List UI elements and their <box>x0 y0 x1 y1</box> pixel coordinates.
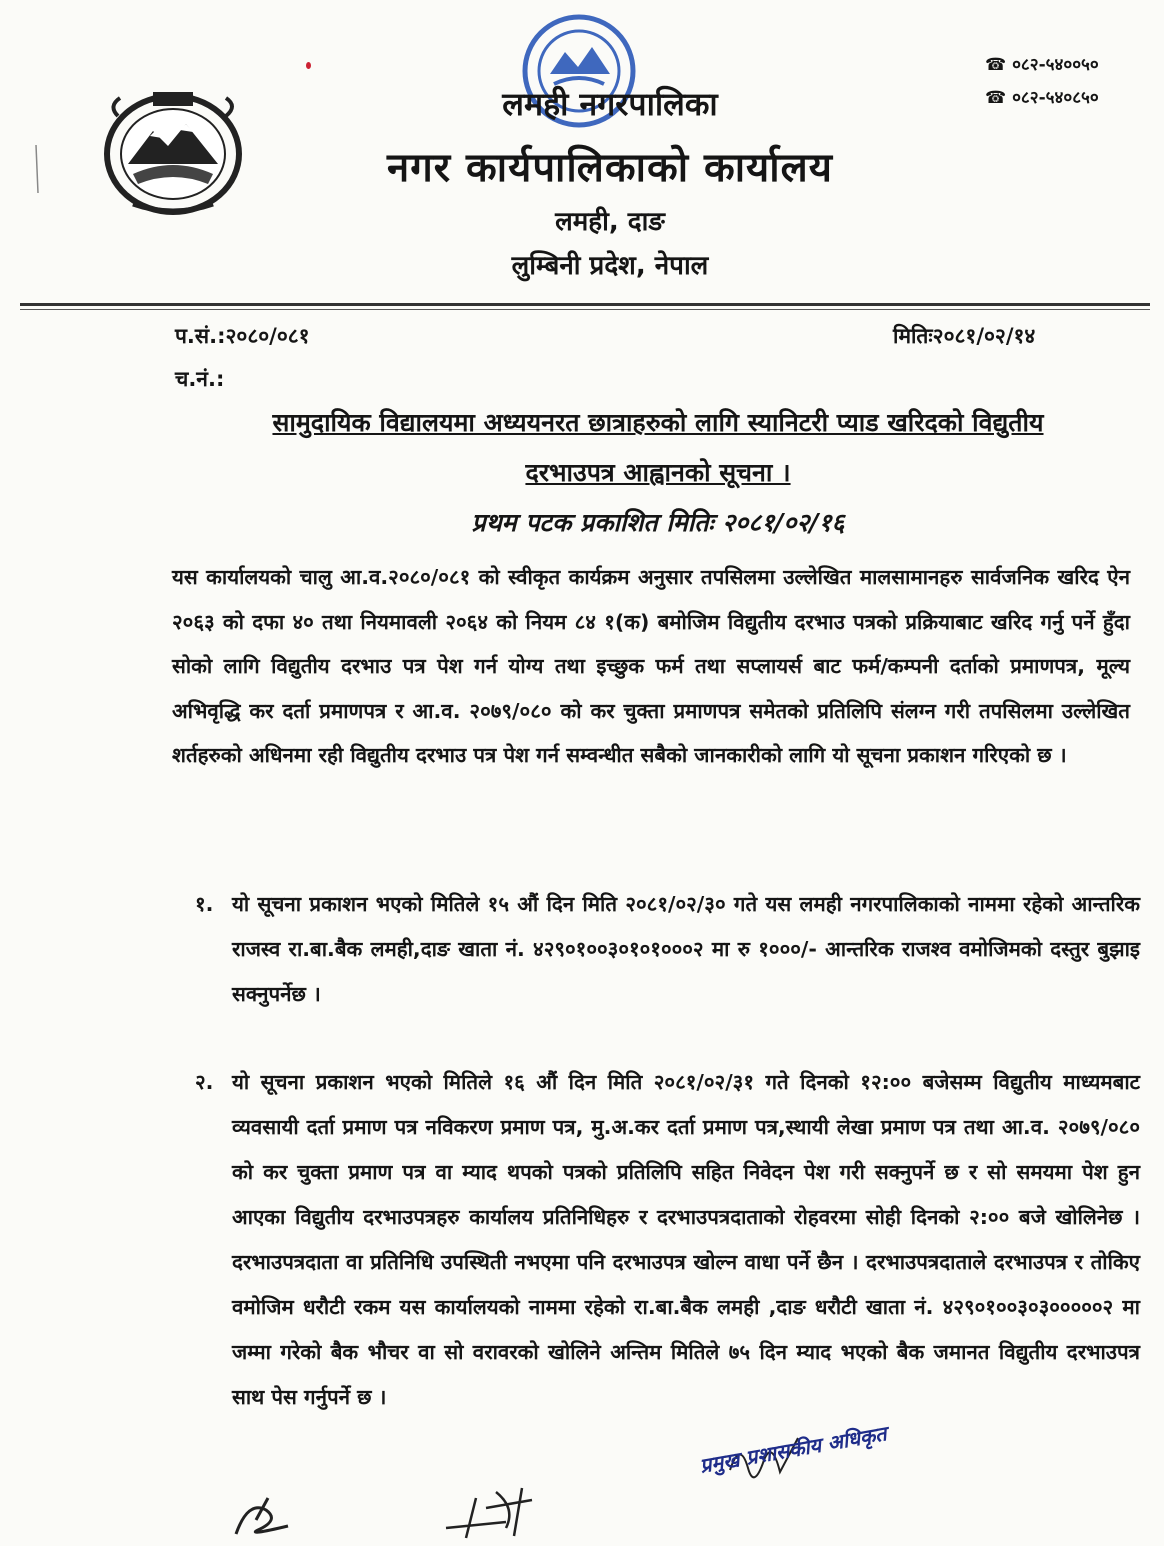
office-province: लुम्बिनी प्रदेश, नेपाल <box>511 251 709 281</box>
published-date: प्रथम पटक प्रकाशित मितिः २०८१/०२/१६ <box>471 508 845 537</box>
margin-pencil-mark <box>32 145 42 195</box>
item-number: १. <box>195 892 214 916</box>
witness-signature <box>436 1478 546 1544</box>
municipality-name: लमही नगरपालिका <box>502 85 718 123</box>
ink-dot <box>306 62 311 69</box>
office-location: लमही, दाङ <box>555 207 665 237</box>
item-number: २. <box>195 1070 214 1094</box>
signatory-title: प्रमुख प्रशासकीय अधिकृत <box>698 1421 889 1478</box>
reference-number: प.सं.:२०८०/०८१ <box>175 324 310 348</box>
notice-title-line-1: सामुदायिक विद्यालयमा अध्ययनरत छात्राहरुको लागि स्यानिटरी प्याड खरिदको विद्युतीय <box>272 408 1044 437</box>
phone-list <box>985 52 1099 118</box>
dispatch-number: च.नं.: <box>175 367 225 391</box>
intro-paragraph: यस कार्यालयको चालु आ.व.२०८०/०८१ को स्वीकृत कार्यक्रम अनुसार तपसिलमा उल्लेखित मालसामानहरु सार्वजनिक खरिद ऐन २०६३ को दफा ४० तथा नियमावली २०६४ को नियम ८४ १(क) बमोजिम विद्युतीय दरभाउ पत्रको प्रक्रियाबाट खरिद गर्नु पर्ने हुँदा सोको लागि विद्युतीय दरभाउ पत्र पेश गर्न योग्य तथा इच्छुक फर्म तथा सप्लायर्स बाट फर्म/कम्पनी दर्ताको प्रमाणपत्र, मूल्य अभिवृद्धि कर दर्ता प्रमाणपत्र र आ.व. २०७९/०८० को कर चुक्ता प्रमाणपत्र समेतको प्रतिलिपि संलग्न गरी तपसिलमा उल्लेखित शर्तहरुको अधिनमा रही विद्युतीय दरभाउ पत्र पेश गर्न सम्वन्धीत सबैको जानकारीको लागि यो सूचना प्रकाशन गरिएको छ । <box>172 565 1130 767</box>
header-divider-thin <box>20 309 1150 310</box>
condition-item: यो सूचना प्रकाशन भएको मितिले १५ औं दिन मिति २०८१/०२/३० गते यस लमही नगरपालिकाको नाममा रहेको आन्तरिक राजस्व रा.बा.बैक लमही,दाङ खाता नं. ४२९०१००३०१०१०००२ मा रु १०००/- आन्तरिक राजश्व वमोजिमको दस्तुर बुझाइ सक्नुपर्नेछ । <box>232 892 1140 1006</box>
initials-signature <box>228 1490 308 1542</box>
condition-item: यो सूचना प्रकाशन भएको मितिले १६ औं दिन मिति २०८१/०२/३१ गते दिनको १२:०० बजेसम्म विद्युतीय माध्यमबाट व्यवसायी दर्ता प्रमाण पत्र नविकरण प्रमाण पत्र, मु.अ.कर दर्ता प्रमाण पत्र,स्थायी लेखा प्रमाण पत्र तथा आ.व. २०७९/०८० को कर चुक्ता प्रमाण पत्र वा म्याद थपको पत्रको प्रतिलिपि सहित निवेदन पेश गरी सक्नुपर्ने छ र सो समयमा पेश हुन आएका विद्युतीय दरभाउपत्रहरु कार्यालय प्रतिनिधिहरु र दरभाउपत्रदाताको रोहवरमा सोही दिनको २:०० बजे खोलिनेछ । दरभाउपत्रदाता वा प्रतिनिधि उपस्थिती नभएमा पनि दरभाउपत्र खोल्न वाधा पर्ने छैन । दरभाउपत्रदाताले दरभाउपत्र र तोकिए वमोजिम धरौटी रकम यस कार्यालयको नाममा रहेको रा.बा.बैक लमही ,दाङ धरौटी खाता नं. ४२९०१००३०३०००००२ मा जम्मा गरेको बैक भौचर वा सो वरावरको खोलिने अन्तिम मितिले ७५ दिन म्याद भएको बैक जमानत विद्युतीय दरभाउपत्र साथ पेस गर्नुपर्ने छ । <box>232 1070 1140 1409</box>
notice-title-line-2: दरभाउपत्र आह्वानको सूचना । <box>525 458 791 487</box>
phone-number: ☎ ०८२-५४०८५० <box>985 88 1099 108</box>
nepal-emblem-icon <box>98 86 248 218</box>
header-divider <box>20 303 1150 306</box>
phone-number: ☎ ०८२-५४००५० <box>985 55 1099 75</box>
office-name: नगर कार्यपालिकाको कार्यालय <box>387 145 833 191</box>
letter-date: मितिः२०८१/०२/१४ <box>893 324 1036 348</box>
